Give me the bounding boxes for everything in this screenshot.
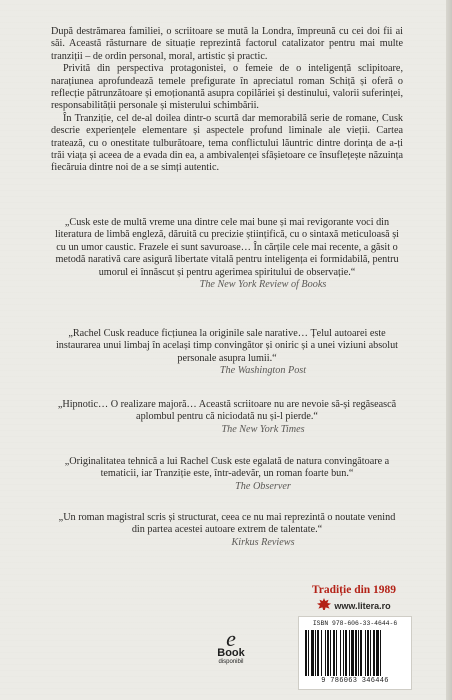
review-quote xyxy=(51,217,403,291)
ebook-availability: disponibil xyxy=(218,659,244,665)
ebook-badge xyxy=(206,626,256,666)
quote-text: „Un roman magistral scris și structurat, ceea ce nu mai reprezintă o noutate venind din partea acestei autoare extrem de talentate.“ xyxy=(58,512,396,536)
review-quote xyxy=(51,512,403,549)
synopsis-paragraph-2: Privită din perspectiva protagonistei, o femeie de o inteligență sclipitoare, narațiunea aprofundează temele prefigurate în apreciatul roman Schiță și oferă o reflecție pătrunzătoare și emoționantă asupra copilăriei și destinului, valorii suferinței, responsabilității personale și misterului schimbării. xyxy=(51,63,403,112)
publisher-website xyxy=(298,598,410,613)
review-quote xyxy=(51,399,403,436)
cover-edge xyxy=(446,0,452,700)
isbn-label: ISBN 978-606-33-4644-6 xyxy=(312,620,398,627)
quote-source: The New York Times xyxy=(221,423,305,435)
quote-source: The New York Review of Books xyxy=(199,279,327,291)
synopsis xyxy=(51,26,403,175)
quote-text: „Originalitatea tehnică a lui Rachel Cusk este egalată de natura convingătoare a tematicii, iar Tranziție este, într-adevăr, un roman foarte bun.“ xyxy=(64,456,390,480)
isbn-barcode xyxy=(298,616,412,690)
publisher-tradition: Tradiție din 1989 xyxy=(311,584,397,596)
quote-source: Kirkus Reviews xyxy=(231,536,295,548)
quote-source: The Observer xyxy=(235,480,291,492)
ebook-label: Book xyxy=(217,647,245,659)
quote-source: The Washington Post xyxy=(219,365,307,377)
barcode-icon xyxy=(305,630,405,676)
quote-text: „Hipnotic… O realizare majoră… Această scriitoare nu are nevoie să-și regăsească aplombul pentru că niciodată nu și-l pierde.“ xyxy=(57,399,397,423)
quote-text: „Cusk este de multă vreme una dintre cele mai bune și mai revigorante voci din literatura de limbă engleză, dăruită cu precizie științifică, cu o sintaxă meticuloasă și cu un umor caustic. Frazele ei sunt savuroase… În cărțile cele mai recente, a găsit o metodă narativă care asigură libertate vitală pentru inteligența ei formidabilă, pentru umorul ei înnăscut și pentru agerimea spiritului de observație.“ xyxy=(55,217,399,278)
synopsis-paragraph-1: După destrămarea familiei, o scriitoare se mută la Londra, împreună cu cei doi fii ai săi. Această răsturnare de situație reprezintă factorul catalizator pentru mai multe tranziții – de ordin personal, moral, artistic și practic. xyxy=(51,26,403,62)
website-url: www.litera.ro xyxy=(334,600,391,611)
quote-text: „Rachel Cusk readuce ficțiunea la originile sale narative… Țelul autoarei este instaurarea unui limbaj în același timp convingător și oniric și a unei viziuni absolut personale asupra lumii.“ xyxy=(55,328,399,364)
review-quote xyxy=(51,328,403,378)
review-quote xyxy=(51,456,403,493)
synopsis-paragraph-3: În Tranziție, cel de-al doilea dintr-o scurtă dar memorabilă serie de romane, Cusk descrie experiențele elementare și aspectele profund liminale ale vieții. Cartea tratează, cu o onestitate tulburătoare, tema conflictului lăuntric dintre dorința de a-ți trăi viața și aceea de a evada din ea, a ambivalenței sfâșietoare ce însuflețește năzuința fiecăruia dintre noi de a se simți autentic. xyxy=(51,112,403,174)
ebook-icon: e xyxy=(226,626,236,651)
red-leaf-icon xyxy=(317,597,331,615)
barcode-digits: 9 786063 346446 xyxy=(321,677,389,685)
